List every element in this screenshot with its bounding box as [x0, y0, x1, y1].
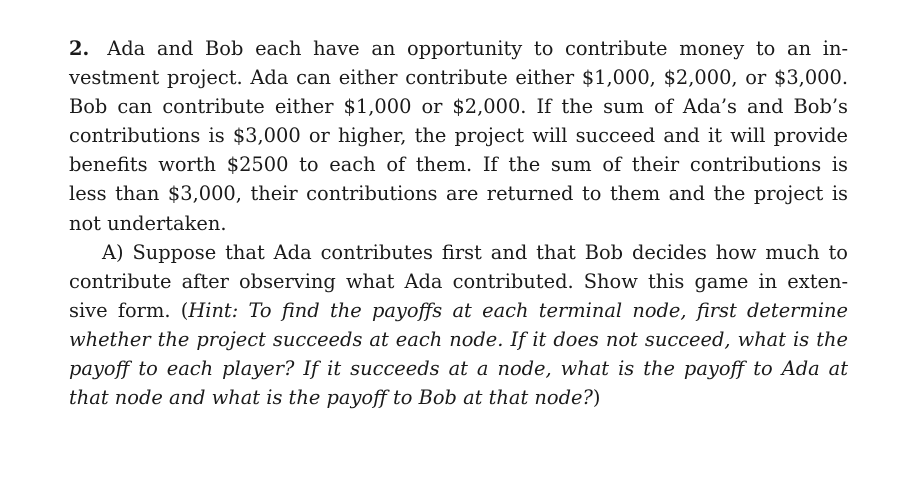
hint-line-1	[69, 325, 848, 354]
intro-line-2: vestment project. Ada can either contribute either $1,000, $2,000, or $3,000.	[69, 66, 848, 90]
hint-close-paren: )	[592, 386, 601, 410]
part-a-line-3-plain: sive form. (	[69, 298, 189, 322]
part-a-line-3	[69, 296, 848, 325]
hint-line-2	[69, 354, 848, 383]
intro-line-3: Bob can contribute either $1,000 or $2,000. If the sum of Ada’s and Bob’s	[69, 95, 848, 119]
hint-line-2-text: payoff to each player? If it succeeds at a node, what is the payoff to Ada at	[69, 357, 848, 381]
hint-line-1-text: whether the project succeeds at each node. If it does not succeed, what is the	[69, 327, 848, 351]
intro-line-1-text: Ada and Bob each have an opportunity to contribute money to an in-	[107, 37, 848, 60]
problem-text-block	[69, 34, 848, 412]
hint-line-3-text: that node and what is the payoff to Bob at that node?	[69, 386, 593, 410]
part-a-paragraph	[69, 238, 848, 413]
problem-number: 2.	[69, 37, 90, 60]
part-a-line-2: contribute after observing what Ada contributed. Show this game in exten-	[69, 269, 848, 293]
part-a-line-1: A) Suppose that Ada contributes first and that Bob decides how much to	[102, 240, 848, 264]
intro-line-4: contributions is $3,000 or higher, the project will succeed and it will provide	[69, 124, 848, 148]
intro-line-7: not undertaken.	[69, 211, 227, 235]
intro-line-5: benefits worth $2500 to each of them. If the sum of their contributions is	[69, 153, 848, 177]
hint-text-start: Hint: To find the payoffs at each terminal node, first determine	[188, 298, 848, 322]
intro-line-1	[69, 34, 848, 63]
hint-line-3	[69, 383, 848, 412]
problem-intro-paragraph	[69, 34, 848, 238]
intro-line-6: less than $3,000, their contributions are returned to them and the project is	[69, 182, 848, 206]
